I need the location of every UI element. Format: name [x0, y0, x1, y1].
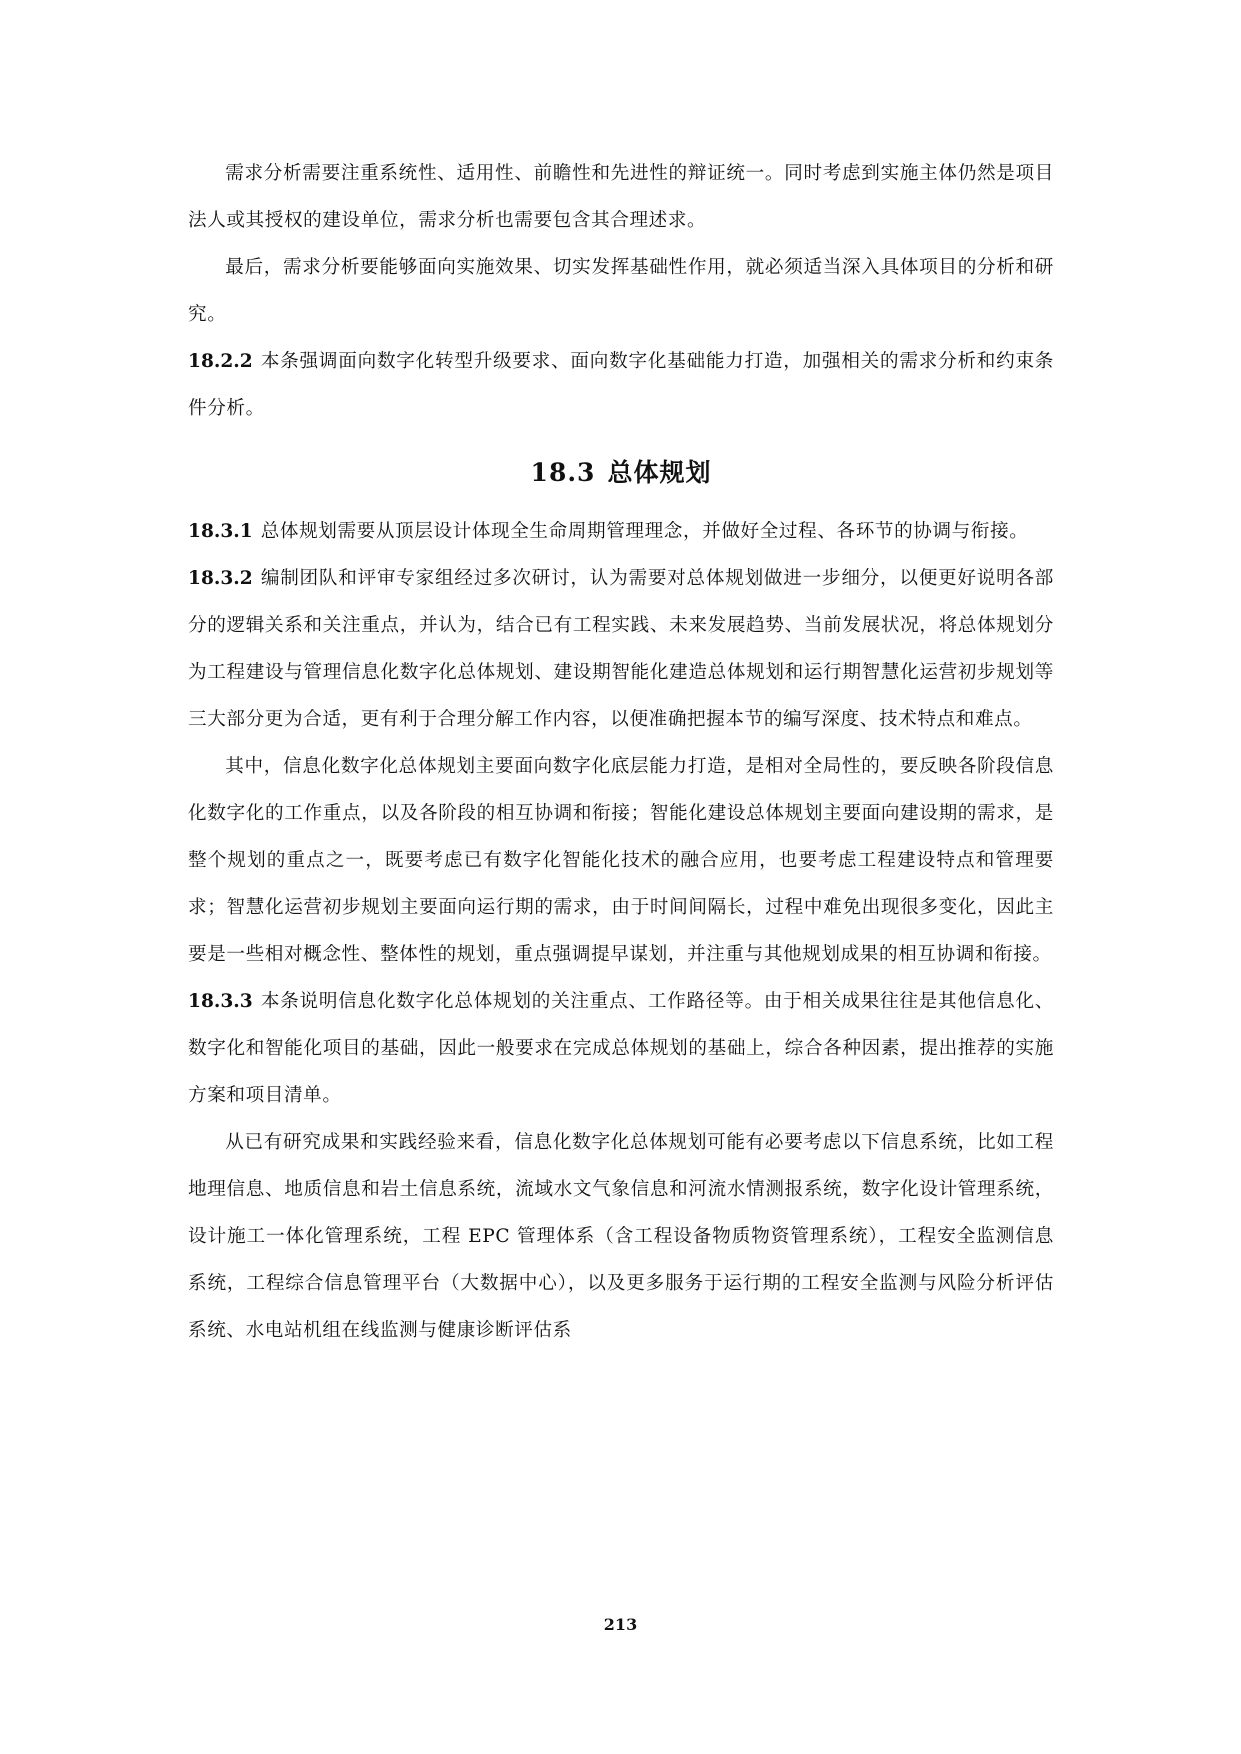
paragraph-among-them: 其中，信息化数字化总体规划主要面向数字化底层能力打造，是相对全局性的，要反映各阶段信息化数字化的工作重点，以及各阶段的相互协调和衔接；智能化建设总体规划主要面向建设期的需求，是整个规划的重点之一，既要考虑已有数字化智能化技术的融合应用，也要考虑工程建设特点和管理要求；智慧化运营初步规划主要面向运行期的需求，由于时间间隔长，过程中难免出现很多变化，因此主要是一些相对概念性、整体性的规划，重点强调提早谋划，并注重与其他规划成果的相互协调和衔接。	[188, 756, 1054, 965]
clause-18-3-2	[188, 555, 1054, 743]
clause-text: 编制团队和评审专家组经过多次研讨，认为需要对总体规划做进一步细分，以便更好说明各部分的逻辑关系和关注重点，并认为，结合已有工程实践、未来发展趋势、当前发展状况，将总体规划分为工程建设与管理信息化数字化总体规划、建设期智能化建造总体规划和运行期智慧化运营初步规划等三大部分更为合适，更有利于合理分解工作内容，以便准确把握本节的编写深度、技术特点和难点。	[188, 568, 1054, 730]
clause-number: 18.3.1	[188, 521, 253, 542]
section-number: 18.3	[530, 458, 596, 487]
page-number: 213	[603, 1615, 638, 1634]
clause-18-3-3	[188, 978, 1054, 1119]
clause-text: 本条强调面向数字化转型升级要求、面向数字化基础能力打造，加强相关的需求分析和约束条件分析。	[188, 351, 1054, 419]
clause-18-3-1	[188, 508, 1054, 555]
clause-text: 总体规划需要从顶层设计体现全生命周期管理理念，并做好全过程、各环节的协调与衔接。	[260, 521, 1029, 542]
document-body	[188, 150, 1054, 1354]
clause-number: 18.2.2	[188, 351, 253, 372]
section-heading	[188, 448, 1054, 498]
paragraph-requirements-analysis: 需求分析需要注重系统性、适用性、前瞻性和先进性的辩证统一。同时考虑到实施主体仍然是项目法人或其授权的建设单位，需求分析也需要包含其合理述求。	[188, 163, 1054, 231]
clause-number: 18.3.2	[188, 568, 253, 589]
paragraph-information-systems: 从已有研究成果和实践经验来看，信息化数字化总体规划可能有必要考虑以下信息系统，比如工程地理信息、地质信息和岩土信息系统，流域水文气象信息和河流水情测报系统，数字化设计管理系统，设计施工一体化管理系统，工程 EPC 管理体系（含工程设备物质物资管理系统），工程安全监测信息系统，工程综合信息管理平台（大数据中心），以及更多服务于运行期的工程安全监测与风险分析评估系统、水电站机组在线监测与健康诊断评估系	[188, 1132, 1054, 1341]
section-title: 总体规划	[607, 458, 712, 487]
paragraph-finally: 最后，需求分析要能够面向实施效果、切实发挥基础性作用，就必须适当深入具体项目的分析和研究。	[188, 257, 1054, 325]
clause-18-2-2	[188, 338, 1054, 432]
clause-text: 本条说明信息化数字化总体规划的关注重点、工作路径等。由于相关成果往往是其他信息化、数字化和智能化项目的基础，因此一般要求在完成总体规划的基础上，综合各种因素，提出推荐的实施方案和项目清单。	[188, 991, 1054, 1106]
clause-number: 18.3.3	[188, 991, 253, 1012]
